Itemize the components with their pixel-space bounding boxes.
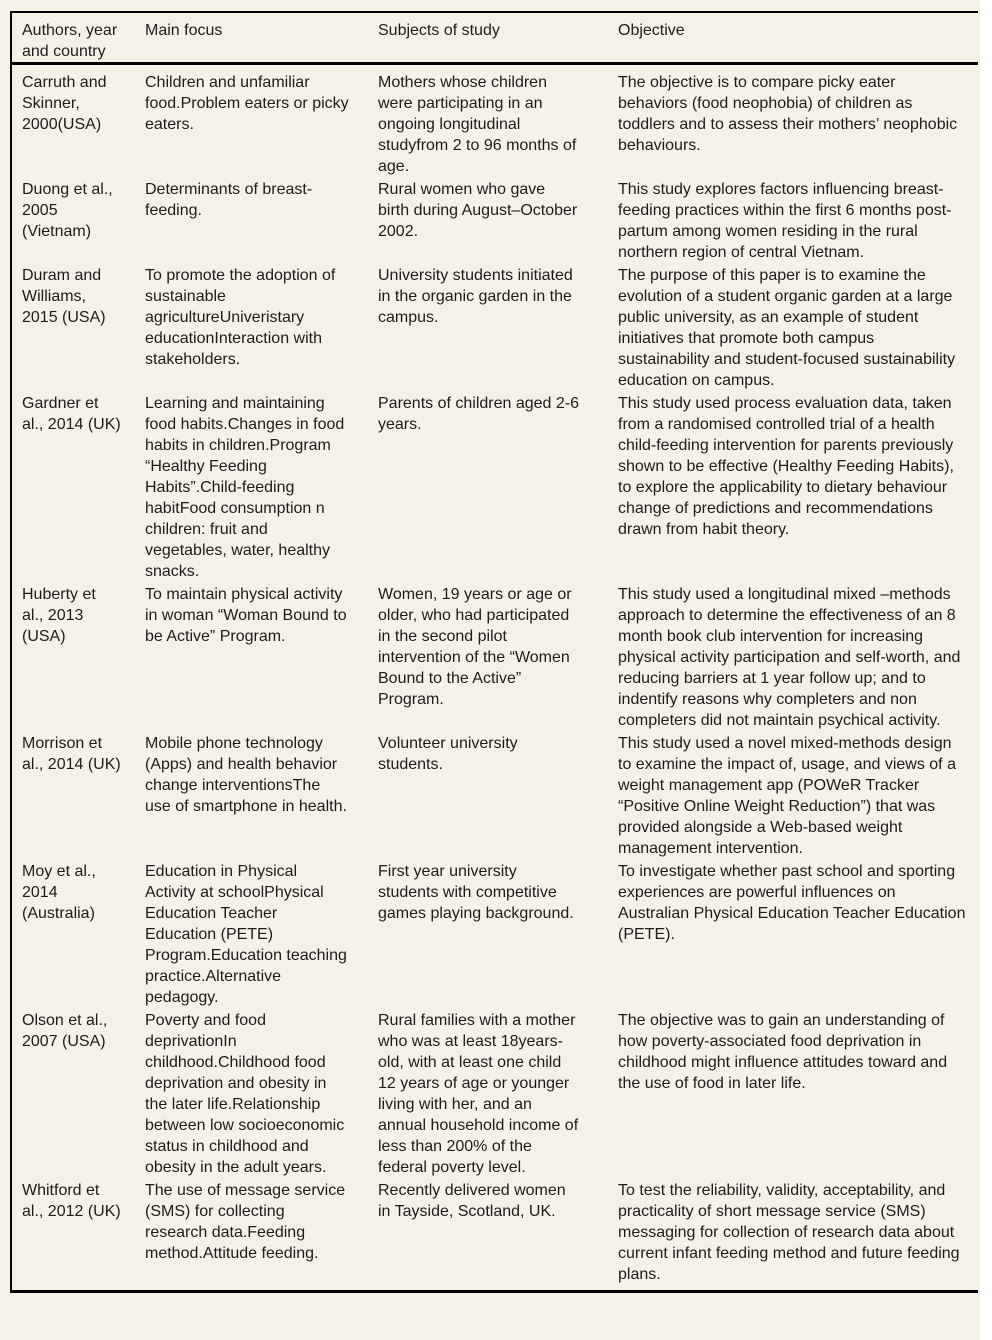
objective-cell: To investigate whether past school and sporting experiences are powerful influences on Australian Physical Education Teacher Education (PETE). (618, 863, 966, 943)
table-row (12, 393, 978, 584)
table-row (12, 733, 978, 861)
main-focus-cell: To maintain physical activity in woman “Woman Bound to be Active” Program. (145, 586, 347, 645)
main-focus-cell: To promote the adoption of sustainable agricultureUniveristary educationInteraction with stakeholders. (145, 267, 336, 368)
subjects-cell: University students initiated in the organic garden in the campus. (378, 267, 573, 326)
main-focus-cell: The use of message service (SMS) for collecting research data.Feeding method.Attitude feeding. (145, 1182, 346, 1262)
main-focus-cell: Children and unfamiliar food.Problem eaters or picky eaters. (145, 74, 349, 133)
objective-cell: The purpose of this paper is to examine the evolution of a student organic garden at a large public university, as an example of student initiatives that promote both campus sustainability and student-focused sustainability education on campus. (618, 267, 956, 389)
objective-cell: To test the reliability, validity, acceptability, and practicality of short message service (SMS) messaging for collection of research data about current infant feeding method and future feeding plans. (618, 1182, 960, 1283)
table-row (12, 861, 978, 1010)
authors-cell: Olson et al., 2007 (USA) (22, 1012, 108, 1050)
objective-cell: This study used process evaluation data, taken from a randomised controlled trial of a health child-feeding intervention for parents previously shown to be effective (Healthy Feeding Habits), to explore the applicability to dietary behaviour change of predictions and recommendations drawn from habit theory. (618, 395, 954, 538)
subjects-cell: Women, 19 years or age or older, who had participated in the second pilot intervention of the “Women Bound to the Active” Program. (378, 586, 572, 708)
authors-cell: Morrison et al., 2014 (UK) (22, 735, 121, 773)
subjects-cell: Volunteer university students. (378, 735, 518, 773)
authors-cell: Whitford et al., 2012 (UK) (22, 1182, 121, 1220)
authors-cell: Duong et al., 2005 (Vietnam) (22, 181, 113, 240)
subjects-cell: Rural women who gave birth during August–October 2002. (378, 181, 578, 240)
column-header-authors: Authors, year and country (22, 22, 118, 60)
authors-cell: Huberty et al., 2013 (USA) (22, 586, 96, 645)
table-row (12, 265, 978, 393)
main-focus-cell: Poverty and food deprivationIn childhood.Childhood food deprivation and obesity in the later life.Relationship between low socioeconomic status in childhood and obesity in the adult years. (145, 1012, 345, 1176)
main-focus-cell: Mobile phone technology (Apps) and health behavior change interventionsThe use of smartphone in health. (145, 735, 347, 815)
subjects-cell: Parents of children aged 2-6 years. (378, 395, 580, 433)
main-focus-cell: Education in Physical Activity at schoolPhysical Education Teacher Education (PETE) Program.Education teaching practice.Alternative pedagogy. (145, 863, 347, 1006)
subjects-cell: Mothers whose children were participating in an ongoing longitudinal studyfrom 2 to 96 months of age. (378, 74, 577, 175)
column-header-subjects: Subjects of study (378, 22, 500, 39)
subjects-cell: First year university students with competitive games playing background. (378, 863, 574, 922)
main-focus-cell: Determinants of breast-feeding. (145, 181, 313, 219)
main-focus-cell: Learning and maintaining food habits.Changes in food habits in children.Program “Healthy Feeding Habits”.Child-feeding habitFood consumption n children: fruit and vegetables, water, healthy snacks. (145, 395, 345, 580)
column-header-objective: Objective (618, 22, 685, 39)
authors-cell: Carruth and Skinner, 2000(USA) (22, 74, 107, 133)
table-body (12, 65, 978, 1290)
objective-cell: The objective was to gain an understanding of how poverty-associated food deprivation in childhood might influence attitudes toward and the use of food in later life. (618, 1012, 948, 1092)
table-row (12, 179, 978, 265)
literature-review-table (10, 11, 978, 1293)
authors-cell: Gardner et al., 2014 (UK) (22, 395, 121, 433)
column-header-main-focus: Main focus (145, 22, 223, 39)
authors-cell: Moy et al., 2014 (Australia) (22, 863, 96, 922)
table-row (12, 72, 978, 179)
table-row (12, 1010, 978, 1180)
objective-cell: This study explores factors influencing breast-feeding practices within the first 6 months post-partum among women residing in the rural northern region of central Vietnam. (618, 181, 952, 261)
table-row (12, 1180, 978, 1287)
authors-cell: Duram and Williams, 2015 (USA) (22, 267, 106, 326)
objective-cell: This study used a longitudinal mixed –methods approach to determine the effectiveness of an 8 month book club intervention for increasing physical activity participation and self-worth, and reducing barriers at 1 year follow up; and to indentify reasons why completers and non completers did not maintain psychical activity. (618, 586, 961, 729)
table-row (12, 584, 978, 733)
subjects-cell: Recently delivered women in Tayside, Scotland, UK. (378, 1182, 566, 1220)
table-header-row (12, 13, 978, 65)
objective-cell: The objective is to compare picky eater behaviors (food neophobia) of children as toddlers and to assess their mothers’ neophobic behaviours. (618, 74, 958, 154)
objective-cell: This study used a novel mixed-methods design to examine the impact of, usage, and views of a weight management app (POWeR Tracker “Positive Online Weight Reduction”) that was provided alongside a Web-based weight management intervention. (618, 735, 956, 857)
subjects-cell: Rural families with a mother who was at least 18years-old, with at least one child 12 years of age or younger living with her, and an annual household income of less than 200% of the federal poverty level. (378, 1012, 579, 1176)
